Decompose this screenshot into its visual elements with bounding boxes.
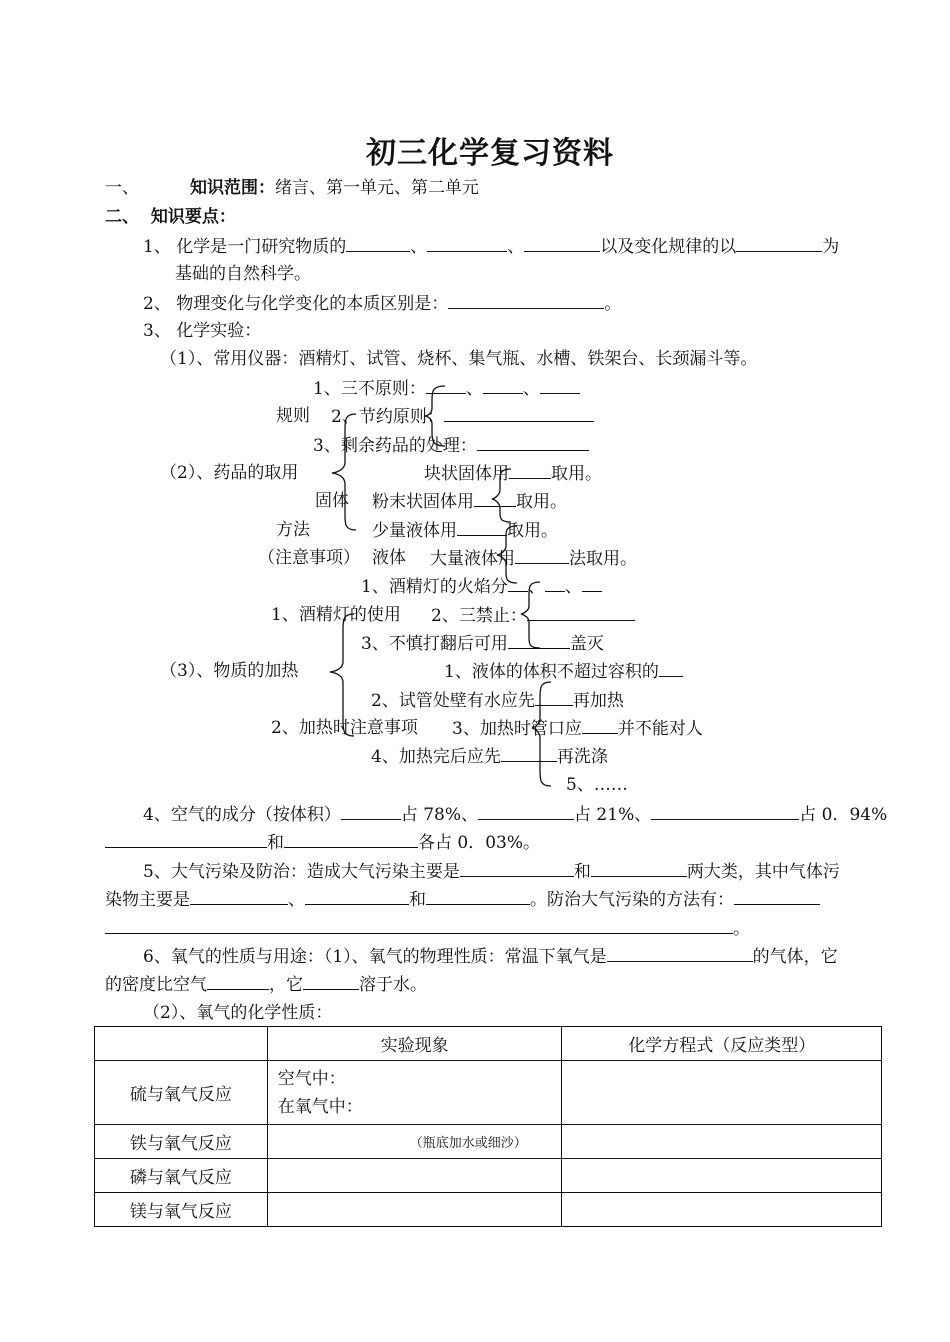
instruments-line: （1）、常用仪器：酒精灯、试管、烧杯、集气瓶、水槽、铁架台、长颈漏斗等。 [160, 349, 758, 369]
text: 溶于水。 [359, 975, 427, 995]
blank[interactable] [501, 746, 557, 762]
text: 和 [573, 862, 591, 882]
text: 。 [733, 919, 750, 939]
point-1-sep: 、 [410, 237, 428, 257]
section-1-heading: 知识范围： [190, 178, 275, 198]
point-1-line-1 [143, 236, 839, 257]
point-2-line [143, 293, 621, 314]
section-2-line [105, 207, 236, 227]
text: 取用。 [516, 492, 567, 512]
blank[interactable] [305, 889, 409, 905]
text: 占 21%、 [574, 805, 652, 825]
blank[interactable] [457, 520, 507, 536]
table-row [95, 1159, 882, 1193]
phenomenon-air: 空气中： [277, 1068, 346, 1089]
blank[interactable] [515, 548, 569, 564]
drug-rule-3-text: 3、剩余药品的处理： [313, 436, 477, 456]
blank[interactable] [427, 236, 507, 252]
phenomenon-cell[interactable] [267, 1159, 562, 1193]
text: ，它 [269, 975, 303, 995]
blank[interactable] [460, 861, 574, 877]
table-header-cell [95, 1027, 268, 1061]
text: 6、氧气的性质与用途：（1）、氧气的物理性质：常温下氧气是 [143, 947, 607, 967]
drug-rule-label: 规则 [276, 406, 310, 426]
blank[interactable] [524, 236, 600, 252]
blank[interactable] [448, 293, 604, 309]
point-1-text-c: 为 [822, 237, 840, 257]
blank[interactable] [535, 690, 573, 706]
drug-method-label: 方法 [276, 520, 310, 540]
blank[interactable] [444, 406, 594, 422]
heat-after [371, 746, 608, 767]
text: 3、不慎打翻后可用 [361, 634, 508, 654]
page-title: 初三化学复习资料 [366, 136, 614, 171]
point-6-line-1 [143, 946, 838, 967]
drug-powder-solid [372, 491, 567, 512]
phenomenon-cell[interactable] [267, 1125, 562, 1159]
sep: 、 [564, 577, 582, 597]
blank[interactable] [303, 974, 359, 990]
blank[interactable] [477, 435, 589, 451]
text: 占 78%、 [400, 805, 479, 825]
text: 2、试管处壁有水应先 [371, 691, 535, 711]
heat-lamp-label: 1、酒精灯的使用 [271, 605, 401, 625]
text: 4、空气的成分（按体积） [143, 805, 341, 825]
reaction-name-cell: 磷与氧气反应 [95, 1159, 268, 1193]
point-7-line: （2）、氧气的化学性质： [143, 1003, 333, 1023]
blank[interactable] [508, 576, 528, 592]
blank[interactable] [734, 889, 820, 905]
text: 3、加热时管口应 [452, 719, 582, 739]
blank[interactable] [190, 889, 288, 905]
text: 大量液体用 [430, 549, 515, 569]
text: 和 [409, 890, 426, 910]
text: 少量液体用 [372, 521, 457, 541]
section-1-line [190, 178, 479, 198]
heat-etc: 5、…… [566, 775, 628, 795]
heat-flame [361, 576, 602, 597]
phenomenon-note: （瓶底加水或细沙） [409, 1136, 527, 1151]
blank[interactable] [659, 661, 683, 677]
text: 5、大气污染及防治：造成大气污染主要是 [143, 862, 460, 882]
equation-cell[interactable] [562, 1061, 882, 1125]
section-1-number: 一、 [105, 178, 139, 198]
reaction-name-cell: 铁与氧气反应 [95, 1125, 268, 1159]
blank[interactable] [105, 832, 267, 848]
heat-main-label: （3）、物质的加热 [160, 661, 299, 681]
text: 法取用。 [569, 549, 637, 569]
text: 1、酒精灯的火焰分 [361, 577, 508, 597]
heat-outer-wall [371, 690, 624, 711]
equation-cell[interactable] [562, 1125, 882, 1159]
text: 再加热 [572, 691, 624, 711]
text: 2、三禁止： [431, 606, 527, 626]
point-4-line-2 [105, 832, 540, 853]
oxygen-reaction-table [94, 1026, 882, 1227]
text: 染物主要是 [105, 890, 190, 910]
phenomenon-oxygen: 在氧气中： [277, 1096, 363, 1117]
blank[interactable] [346, 236, 410, 252]
heat-liquid-volume [444, 661, 683, 682]
point-1-text-a: 1、 化学是一门研究物质的 [143, 237, 347, 257]
phenomenon-cell[interactable] [267, 1061, 562, 1125]
blank[interactable] [582, 576, 602, 592]
table-header-cell: 实验现象 [267, 1027, 562, 1061]
blank[interactable] [207, 974, 269, 990]
point-3-line: 3、 化学实验： [143, 321, 262, 341]
drug-block-solid [424, 463, 602, 484]
table-row [95, 1061, 882, 1125]
text: 占 0．94% [799, 805, 888, 825]
text: 的气体，它 [752, 947, 838, 967]
heat-spill [361, 633, 604, 654]
text: 4、加热完后应先 [371, 747, 501, 767]
blank[interactable] [736, 236, 822, 252]
blank[interactable] [508, 633, 570, 649]
heat-care-label: 2、加热时注意事项 [271, 718, 418, 738]
blank[interactable] [540, 378, 580, 394]
reaction-name-cell: 镁与氧气反应 [95, 1193, 268, 1227]
table-row [95, 1193, 882, 1227]
point-6-line-2 [105, 974, 427, 995]
text: 取用。 [507, 521, 558, 541]
text: 、 [288, 890, 305, 910]
section-2-number: 二、 [105, 207, 139, 227]
text: 粉末状固体用 [372, 492, 474, 512]
text: 的密度比空气 [105, 975, 207, 995]
sep: 、 [527, 577, 545, 597]
point-1-sep: 、 [507, 237, 525, 257]
text: 两大类，其中气体污 [686, 862, 840, 882]
blank[interactable] [483, 378, 523, 394]
drug-rule-1-text: 1、三不原则： [313, 379, 426, 399]
table-row [95, 1125, 882, 1159]
table-header-row [95, 1027, 882, 1061]
point-2-end: 。 [604, 294, 622, 314]
heat-tube-mouth [452, 718, 703, 739]
phenomenon-cell[interactable] [267, 1193, 562, 1227]
point-2-text: 2、 物理变化与化学变化的本质区别是： [143, 294, 449, 314]
heat-three-bans [431, 605, 635, 626]
point-5-line-2 [105, 889, 820, 910]
text: 1、液体的体积不超过容积的 [444, 662, 659, 682]
equation-cell[interactable] [562, 1193, 882, 1227]
blank[interactable] [591, 861, 687, 877]
section-1-text: 绪言、第一单元、第二单元 [275, 178, 479, 198]
blank[interactable] [651, 804, 799, 820]
point-5-line-3 [105, 918, 750, 939]
equation-cell[interactable] [562, 1159, 882, 1193]
blank[interactable] [607, 946, 753, 962]
blank[interactable] [478, 804, 574, 820]
drug-rule-2-text: 2、节约原则： [331, 407, 444, 427]
point-5-line-1 [143, 861, 840, 882]
drug-main-label: （2）、药品的取用 [160, 463, 299, 483]
point-1-text-b: 以及变化规律的以 [600, 237, 737, 257]
drug-rule-1 [313, 378, 580, 399]
text: 盖灭 [569, 634, 604, 654]
text: 再洗涤 [556, 747, 608, 767]
drug-solid-label: 固体 [315, 491, 349, 511]
point-1-line-2: 基础的自然科学。 [175, 264, 311, 284]
drug-liquid-label: 液体 [372, 548, 406, 568]
reaction-name-cell: 硫与氧气反应 [95, 1061, 268, 1125]
text: 取用。 [551, 464, 602, 484]
blank[interactable] [527, 605, 635, 621]
section-2-heading: 知识要点： [150, 207, 236, 227]
blank[interactable] [545, 576, 565, 592]
drug-small-liquid [372, 520, 558, 541]
text: 块状固体用 [424, 464, 509, 484]
blank[interactable] [341, 804, 401, 820]
blank[interactable] [509, 463, 551, 479]
blank[interactable] [426, 889, 530, 905]
table-header-cell: 化学方程式（反应类型） [562, 1027, 882, 1061]
blank[interactable] [105, 918, 733, 934]
blank[interactable] [582, 718, 618, 734]
blank[interactable] [426, 378, 466, 394]
sep: 、 [465, 379, 483, 399]
drug-note-label: （注意事项） [258, 548, 360, 568]
drug-large-liquid [430, 548, 637, 569]
sep: 、 [522, 379, 540, 399]
text: 并不能对人 [617, 719, 703, 739]
blank[interactable] [284, 832, 418, 848]
drug-rule-2 [331, 406, 594, 427]
drug-rule-3 [313, 435, 589, 456]
text: 各占 0．03%。 [418, 833, 541, 853]
text: 和 [267, 833, 284, 853]
text: 。防治大气污染的方法有： [530, 890, 734, 910]
blank[interactable] [474, 491, 516, 507]
point-4-line-1 [143, 804, 887, 825]
